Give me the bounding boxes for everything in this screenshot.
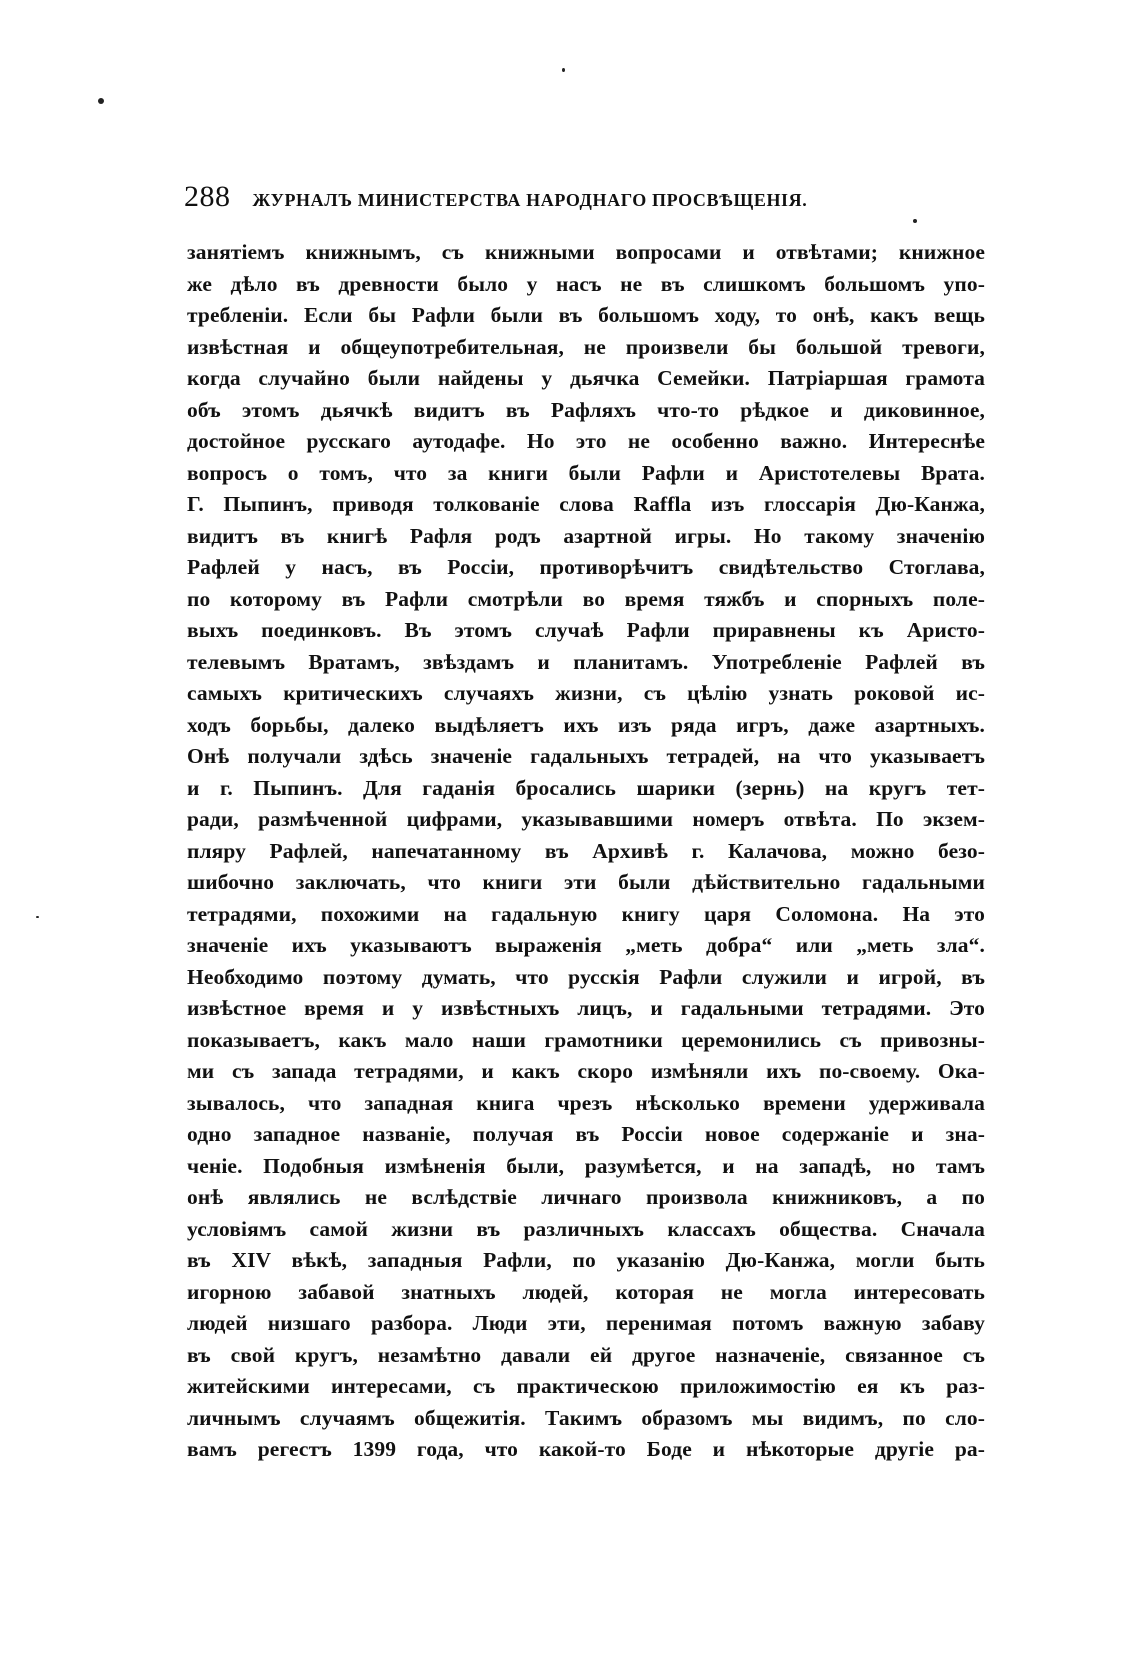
text-line: ми съ запада тетрадями, и какъ скоро измѣняли ихъ по-своему. Ока- (187, 1059, 985, 1083)
text-line: видитъ въ книгѣ Рафля родъ азартной игры. Но такому значенію (187, 523, 985, 548)
text-line: Г. Пыпинъ, приводя толкованіе слова Raffla изъ глоссарія Дю-Канжа, (187, 492, 985, 516)
text-line: игорною забавой знатныхъ людей, которая не могла интересовать (187, 1279, 985, 1304)
text-line: ходъ борьбы, далеко выдѣляетъ ихъ изъ ряда игръ, даже азартныхъ. (187, 712, 985, 737)
text-line: телевымъ Вратамъ, звѣздамъ и планитамъ. Употребленіе Рафлей въ (187, 649, 985, 674)
body-text (187, 237, 985, 1466)
text-line: Онѣ получали здѣсь значеніе гадальныхъ тетрадей, на что указываетъ (187, 744, 985, 768)
text-line: ради, размѣченной цифрами, указывавшими номеръ отвѣта. По экзем- (187, 807, 985, 831)
text-line: Рафлей у насъ, въ Россіи, противорѣчитъ свидѣтельство Стоглава, (187, 555, 985, 579)
text-line: значеніе ихъ указываютъ выраженія „меть добра“ или „меть зла“. (187, 933, 985, 957)
text-line: ченіе. Подобныя измѣненія были, разумѣется, и на западѣ, но тамъ (187, 1153, 985, 1178)
text-line: показываетъ, какъ мало наши грамотники церемонились съ привозны- (187, 1027, 985, 1052)
text-line: и г. Пыпинъ. Для гаданія бросались шарики (зернь) на кругъ тет- (187, 775, 985, 800)
text-line: объ этомъ дьячкѣ видитъ въ Рафляхъ что-то рѣдкое и диковинное, (187, 397, 985, 422)
text-line: вамъ регестъ 1399 года, что какой-то Боде и нѣкоторые другіе ра- (187, 1437, 985, 1461)
text-line: извѣстное время и у извѣстныхъ лицъ, и гадальными тетрадями. Это (187, 996, 985, 1020)
text-line: условіямъ самой жизни въ различныхъ классахъ общества. Сначала (187, 1216, 985, 1241)
text-line: въ свой кругъ, незамѣтно давали ей другое назначеніе, связанное съ (187, 1342, 985, 1367)
running-title: ЖУРНАЛЪ МИНИСТЕРСТВА НАРОДНАГО ПРОСВѢЩЕНІЯ. (252, 190, 808, 210)
text-line: выхъ поединковъ. Въ этомъ случаѣ Рафли приравнены къ Аристо- (187, 618, 985, 642)
text-line: одно западное названіе, получая въ Россіи новое содержаніе и зна- (187, 1122, 985, 1146)
text-line: зывалось, что западная книга чрезъ нѣсколько времени удерживала (187, 1090, 985, 1115)
text-line: Необходимо поэтому думать, что русскія Рафли служили и игрой, въ (187, 964, 985, 989)
text-line: по которому въ Рафли смотрѣли во время тяжбъ и спорныхъ поле- (187, 586, 985, 611)
text-line: когда случайно были найдены у дьячка Семейки. Патріаршая грамота (187, 366, 985, 390)
ink-speck (36, 916, 39, 918)
text-line: самыхъ критическихъ случаяхъ жизни, съ цѣлію узнать роковой ис- (187, 681, 985, 705)
text-line: же дѣло въ древности было у насъ не въ слишкомъ большомъ упо- (187, 271, 985, 296)
ink-speck (98, 98, 104, 104)
text-line: въ XIV вѣкѣ, западныя Рафли, по указанію Дю-Канжа, могли быть (187, 1248, 985, 1272)
text-line: житейскими интересами, съ практическою приложимостію ея къ раз- (187, 1374, 985, 1398)
text-line: онѣ являлись не вслѣдствіе личнаго произвола книжниковъ, а по (187, 1185, 985, 1209)
text-line: тетрадями, похожими на гадальную книгу царя Соломона. На это (187, 901, 985, 926)
text-line: личнымъ случаямъ общежитія. Такимъ образомъ мы видимъ, по сло- (187, 1405, 985, 1430)
ink-speck (562, 68, 565, 72)
text-line: извѣстная и общеупотребительная, не произвели бы большой тревоги, (187, 334, 985, 359)
text-line: вопросъ о томъ, что за книги были Рафли и Аристотелевы Врата. (187, 460, 985, 485)
text-line: шибочно заключать, что книги эти были дѣйствительно гадальными (187, 870, 985, 894)
text-line: пляру Рафлей, напечатанному въ Архивѣ г. Калачова, можно безо- (187, 838, 985, 863)
page-header (184, 180, 984, 220)
page-number: 288 (184, 180, 231, 213)
text-line: занятіемъ книжнымъ, съ книжными вопросами и отвѣтами; книжное (187, 240, 985, 264)
text-line: достойное русскаго аутодафе. Но это не особенно важно. Интереснѣе (187, 429, 985, 453)
text-line: людей низшаго разбора. Люди эти, перенимая потомъ важную забаву (187, 1311, 985, 1335)
text-line: требленіи. Если бы Рафли были въ большомъ ходу, то онѣ, какъ вещь (187, 303, 985, 327)
